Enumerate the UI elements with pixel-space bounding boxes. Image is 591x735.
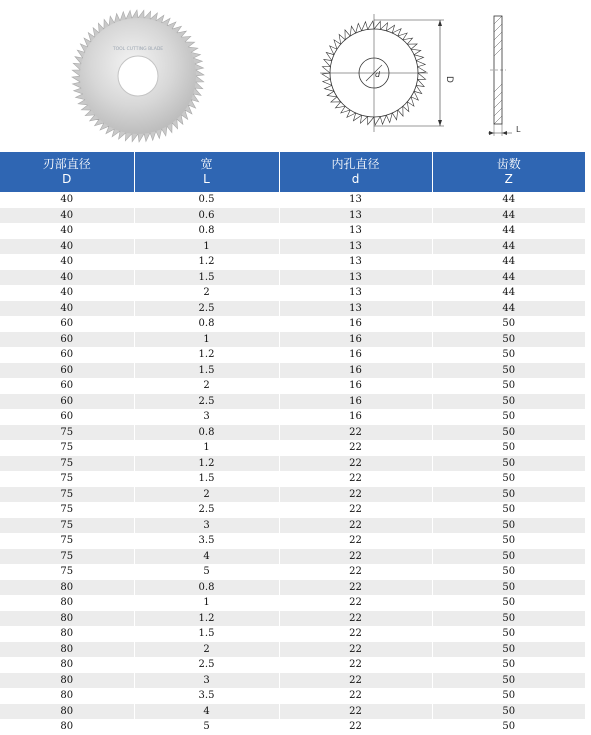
header-bore-symbol: d	[351, 172, 360, 186]
cell-teeth: 50	[432, 409, 585, 425]
cell-width: 4	[134, 704, 279, 720]
cell-teeth: 50	[432, 626, 585, 642]
cell-diameter: 80	[0, 642, 134, 658]
header-teeth-symbol: Z	[504, 172, 513, 186]
cell-bore: 22	[279, 564, 432, 580]
cell-width: 0.6	[134, 208, 279, 224]
cell-width: 2.5	[134, 301, 279, 317]
cell-teeth: 50	[432, 719, 585, 735]
table-row	[0, 285, 585, 301]
cell-teeth: 50	[432, 704, 585, 720]
cell-width: 4	[134, 549, 279, 565]
cell-diameter: 80	[0, 657, 134, 673]
cell-bore: 16	[279, 347, 432, 363]
cell-bore: 16	[279, 378, 432, 394]
table-row	[0, 363, 585, 379]
cell-bore: 16	[279, 363, 432, 379]
cell-bore: 13	[279, 192, 432, 208]
cell-width: 0.5	[134, 192, 279, 208]
cell-width: 5	[134, 564, 279, 580]
table-row	[0, 487, 585, 503]
cell-diameter: 75	[0, 425, 134, 441]
table-row	[0, 719, 585, 735]
cell-diameter: 40	[0, 254, 134, 270]
header-width	[134, 152, 279, 192]
spec-table-header	[0, 152, 585, 192]
cell-bore: 22	[279, 611, 432, 627]
table-row	[0, 239, 585, 255]
table-row	[0, 192, 585, 208]
header-width-cn: 宽	[200, 157, 213, 171]
saw-blade-photo	[62, 6, 214, 146]
cell-bore: 13	[279, 254, 432, 270]
cell-teeth: 50	[432, 564, 585, 580]
table-row	[0, 409, 585, 425]
cell-bore: 22	[279, 719, 432, 735]
cell-bore: 16	[279, 316, 432, 332]
cell-width: 3	[134, 409, 279, 425]
table-row	[0, 580, 585, 596]
cell-diameter: 60	[0, 347, 134, 363]
table-row	[0, 549, 585, 565]
product-figures	[0, 0, 591, 152]
cell-bore: 13	[279, 239, 432, 255]
cell-diameter: 80	[0, 704, 134, 720]
header-diameter-symbol: D	[62, 172, 72, 186]
cell-teeth: 50	[432, 518, 585, 534]
cell-width: 3	[134, 518, 279, 534]
table-row	[0, 518, 585, 534]
cell-bore: 22	[279, 425, 432, 441]
cell-width: 1.5	[134, 270, 279, 286]
cell-width: 2.5	[134, 657, 279, 673]
table-row	[0, 564, 585, 580]
cell-bore: 22	[279, 502, 432, 518]
cell-diameter: 75	[0, 502, 134, 518]
cell-width: 1	[134, 239, 279, 255]
table-row	[0, 673, 585, 689]
cell-bore: 22	[279, 518, 432, 534]
cell-diameter: 40	[0, 285, 134, 301]
cell-teeth: 50	[432, 595, 585, 611]
cell-diameter: 60	[0, 394, 134, 410]
cell-width: 3	[134, 673, 279, 689]
cell-bore: 22	[279, 471, 432, 487]
cell-diameter: 60	[0, 332, 134, 348]
width-label: L	[516, 125, 521, 134]
table-row	[0, 626, 585, 642]
outer-diameter-label: D	[444, 76, 454, 83]
cell-bore: 22	[279, 673, 432, 689]
cell-width: 1.5	[134, 363, 279, 379]
cell-diameter: 75	[0, 456, 134, 472]
cell-teeth: 50	[432, 394, 585, 410]
cell-diameter: 40	[0, 223, 134, 239]
table-row	[0, 657, 585, 673]
cell-bore: 22	[279, 440, 432, 456]
cell-teeth: 44	[432, 223, 585, 239]
table-row	[0, 378, 585, 394]
cell-teeth: 50	[432, 456, 585, 472]
cell-diameter: 75	[0, 487, 134, 503]
cell-width: 2.5	[134, 502, 279, 518]
cell-width: 0.8	[134, 425, 279, 441]
cell-diameter: 80	[0, 719, 134, 735]
cell-bore: 22	[279, 642, 432, 658]
width-arrow-left	[489, 131, 494, 135]
cell-bore: 22	[279, 704, 432, 720]
cell-width: 1.2	[134, 611, 279, 627]
cell-teeth: 50	[432, 642, 585, 658]
cell-diameter: 40	[0, 301, 134, 317]
table-row	[0, 347, 585, 363]
cell-bore: 22	[279, 580, 432, 596]
header-diameter	[0, 152, 134, 192]
cell-teeth: 50	[432, 425, 585, 441]
cell-diameter: 40	[0, 208, 134, 224]
table-row	[0, 688, 585, 704]
cell-diameter: 40	[0, 270, 134, 286]
cell-width: 1	[134, 440, 279, 456]
side-view-drawing	[488, 12, 538, 138]
table-row	[0, 502, 585, 518]
cell-bore: 22	[279, 688, 432, 704]
cell-width: 1.5	[134, 626, 279, 642]
table-row	[0, 208, 585, 224]
table-row	[0, 316, 585, 332]
cell-width: 1	[134, 595, 279, 611]
cell-bore: 16	[279, 409, 432, 425]
front-view-drawing	[314, 10, 464, 136]
cell-bore: 13	[279, 208, 432, 224]
cell-diameter: 80	[0, 626, 134, 642]
cell-teeth: 50	[432, 487, 585, 503]
cell-teeth: 50	[432, 688, 585, 704]
arrow-top	[438, 20, 442, 26]
cell-diameter: 80	[0, 611, 134, 627]
cell-teeth: 44	[432, 285, 585, 301]
table-row	[0, 440, 585, 456]
table-row	[0, 456, 585, 472]
cell-teeth: 50	[432, 580, 585, 596]
cell-width: 1.2	[134, 254, 279, 270]
cell-width: 0.8	[134, 223, 279, 239]
table-row	[0, 471, 585, 487]
header-bore-cn: 内孔直径	[331, 157, 380, 171]
cell-bore: 13	[279, 301, 432, 317]
cell-teeth: 44	[432, 254, 585, 270]
cell-teeth: 44	[432, 192, 585, 208]
cell-diameter: 80	[0, 580, 134, 596]
cell-bore: 22	[279, 533, 432, 549]
table-row	[0, 533, 585, 549]
cell-diameter: 40	[0, 239, 134, 255]
cell-teeth: 50	[432, 440, 585, 456]
cell-diameter: 75	[0, 564, 134, 580]
cell-width: 2.5	[134, 394, 279, 410]
cell-bore: 22	[279, 595, 432, 611]
cell-diameter: 40	[0, 192, 134, 208]
table-row	[0, 642, 585, 658]
cell-diameter: 75	[0, 518, 134, 534]
cell-diameter: 75	[0, 440, 134, 456]
cell-teeth: 50	[432, 549, 585, 565]
cell-width: 2	[134, 285, 279, 301]
cell-teeth: 50	[432, 347, 585, 363]
table-row	[0, 223, 585, 239]
cell-width: 3.5	[134, 688, 279, 704]
cell-diameter: 60	[0, 316, 134, 332]
cell-width: 5	[134, 719, 279, 735]
cell-bore: 13	[279, 223, 432, 239]
header-diameter-cn: 刃部直径	[42, 157, 91, 171]
cell-diameter: 60	[0, 409, 134, 425]
cell-teeth: 44	[432, 270, 585, 286]
cell-bore: 13	[279, 270, 432, 286]
header-bore	[279, 152, 432, 192]
cell-bore: 22	[279, 626, 432, 642]
cell-teeth: 44	[432, 301, 585, 317]
cell-teeth: 50	[432, 611, 585, 627]
table-row	[0, 704, 585, 720]
cell-diameter: 80	[0, 673, 134, 689]
cell-diameter: 75	[0, 471, 134, 487]
cell-bore: 22	[279, 487, 432, 503]
header-width-symbol: L	[203, 172, 210, 186]
cell-teeth: 50	[432, 316, 585, 332]
brand-engraving: TOOL CUTTING BLADE	[112, 47, 164, 52]
cell-bore: 22	[279, 657, 432, 673]
cell-bore: 16	[279, 332, 432, 348]
arrow-bottom	[438, 120, 442, 126]
table-row	[0, 425, 585, 441]
cell-bore: 13	[279, 285, 432, 301]
inner-diameter-label: d	[375, 70, 381, 79]
cell-diameter: 75	[0, 533, 134, 549]
cell-teeth: 50	[432, 533, 585, 549]
cell-diameter: 75	[0, 549, 134, 565]
cell-width: 1.2	[134, 456, 279, 472]
cell-teeth: 44	[432, 239, 585, 255]
cell-width: 1.5	[134, 471, 279, 487]
cell-width: 1	[134, 332, 279, 348]
cell-diameter: 80	[0, 595, 134, 611]
cell-diameter: 60	[0, 378, 134, 394]
cell-teeth: 50	[432, 673, 585, 689]
cell-teeth: 50	[432, 363, 585, 379]
cell-width: 3.5	[134, 533, 279, 549]
cell-width: 2	[134, 642, 279, 658]
cell-width: 0.8	[134, 580, 279, 596]
header-teeth	[432, 152, 585, 192]
cell-teeth: 50	[432, 657, 585, 673]
cell-teeth: 50	[432, 471, 585, 487]
cell-teeth: 50	[432, 378, 585, 394]
header-teeth-cn: 齿数	[496, 157, 521, 171]
cell-bore: 16	[279, 394, 432, 410]
table-row	[0, 254, 585, 270]
table-row	[0, 270, 585, 286]
spec-table-body	[0, 192, 585, 735]
cell-diameter: 60	[0, 363, 134, 379]
cell-bore: 22	[279, 549, 432, 565]
cell-width: 0.8	[134, 316, 279, 332]
table-row	[0, 394, 585, 410]
cell-width: 2	[134, 487, 279, 503]
cell-bore: 22	[279, 456, 432, 472]
table-row	[0, 595, 585, 611]
arbor-hole	[118, 56, 158, 96]
cell-teeth: 44	[432, 208, 585, 224]
table-row	[0, 301, 585, 317]
cell-diameter: 80	[0, 688, 134, 704]
cell-width: 1.2	[134, 347, 279, 363]
cell-teeth: 50	[432, 502, 585, 518]
cell-teeth: 50	[432, 332, 585, 348]
cell-width: 2	[134, 378, 279, 394]
spec-table	[0, 152, 585, 735]
width-arrow-right	[502, 131, 507, 135]
table-row	[0, 332, 585, 348]
table-row	[0, 611, 585, 627]
